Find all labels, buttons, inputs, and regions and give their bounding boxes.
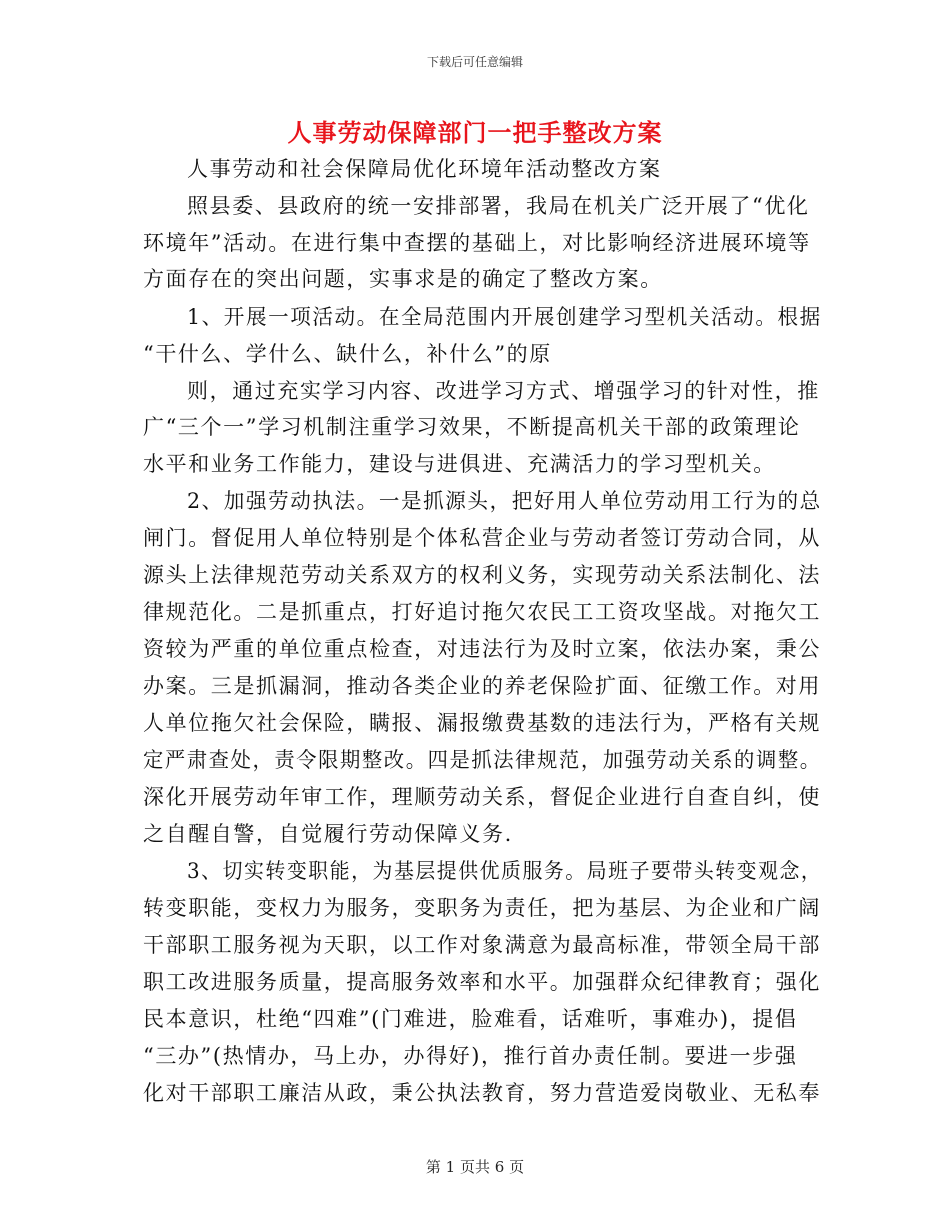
paragraph-line: 则，通过充实学习内容、改进学习方式、增强学习的针对性，推: [187, 379, 820, 403]
page-header-note: 下载后可任意编辑: [426, 55, 523, 69]
paragraph-line: 环境年”活动。在进行集中查摆的基础上，对比影响经济进展环境等: [143, 231, 811, 255]
paragraph-line: 水平和业务工作能力，建设与进俱进、充满活力的学习型机关。: [143, 452, 776, 476]
paragraph-line: 民本意识，杜绝“四难”(门难进，脸难看，话难听，事难办)，提倡: [143, 1007, 798, 1031]
paragraph-line: 深化开展劳动年审工作，理顺劳动关系，督促企业进行自查自纠，使: [143, 785, 821, 809]
doc-subtitle: 人事劳动和社会保障局优化环境年活动整改方案: [187, 157, 662, 181]
document-title: 人事劳动保障部门一把手整改方案: [287, 118, 663, 147]
paragraph-line: 律规范化。二是抓重点，打好追讨拖欠农民工工资攻坚战。对拖欠工: [143, 600, 821, 624]
paragraph-line: 干部职工服务视为天职，以工作对象满意为最高标准，带领全局干部: [143, 933, 821, 957]
paragraph-line: 定严肃查处，责令限期整改。四是抓法律规范，加强劳动关系的调整。: [143, 748, 822, 772]
paragraph-line: 转变职能，变权力为服务，变职务为责任，把为基层、为企业和广阔: [143, 896, 821, 920]
paragraph-line: “干什么、学什么、缺什么，补什么”的原: [143, 342, 552, 366]
paragraph-line: 职工改进服务质量，提高服务效率和水平。加强群众纪律教育；强化: [143, 970, 821, 994]
paragraph-line: 人单位拖欠社会保险，瞒报、漏报缴费基数的违法行为，严格有关规: [143, 711, 821, 735]
paragraph-line: 源头上法律规范劳动关系双方的权利义务，实现劳动关系法制化、法: [143, 563, 821, 587]
paragraph-line: 办案。三是抓漏洞，推动各类企业的养老保险扩面、征缴工作。对用: [143, 674, 821, 698]
paragraph-line: 闸门。督促用人单位特别是个体私营企业与劳动者签订劳动合同，从: [143, 526, 821, 550]
page-footer: 第 1 页共 6 页: [425, 1158, 525, 1176]
paragraph-line: 广“三个一”学习机制注重学习效果，不断提高机关干部的政策理论: [143, 415, 801, 439]
paragraph-line: 照县委、县政府的统一安排部署，我局在机关广泛开展了“优化: [187, 194, 810, 218]
paragraph-line: 方面存在的突出问题，实事求是的确定了整改方案。: [143, 267, 663, 291]
paragraph-line: 资较为严重的单位重点检查，对违法行为及时立案，依法办案，秉公: [143, 637, 821, 661]
paragraph-line: 之自醒自警，自觉履行劳动保障义务.: [143, 822, 513, 846]
paragraph-line: 3、切实转变职能，为基层提供优质服务。局班子要带头转变观念，: [187, 859, 823, 883]
paragraph-line: 2、加强劳动执法。一是抓源头，把好用人单位劳动用工行为的总: [187, 489, 822, 513]
paragraph-line: “三办”(热情办，马上办，办得好)，推行首办责任制。要进一步强: [143, 1044, 798, 1068]
paragraph-line: 化对干部职工廉洁从政，秉公执法教育，努力营造爱岗敬业、无私奉: [143, 1081, 821, 1105]
paragraph-line: 1、开展一项活动。在全局范围内开展创建学习型机关活动。根据: [187, 305, 822, 329]
